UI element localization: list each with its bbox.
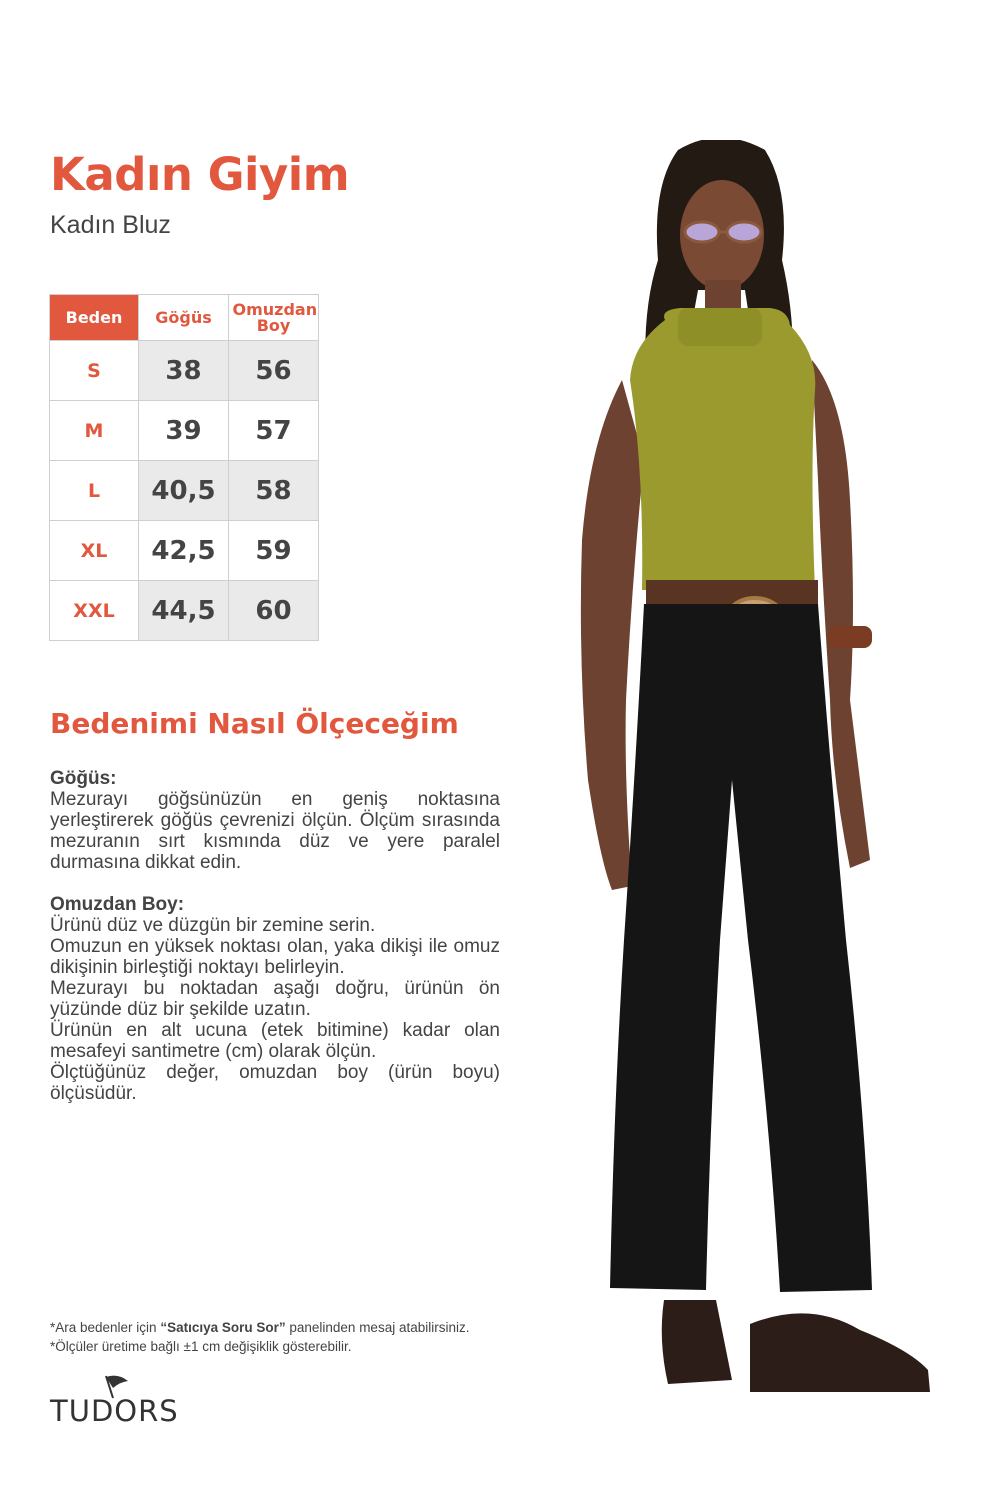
- page-title: Kadın Giyim: [50, 148, 350, 201]
- size-label: S: [50, 341, 139, 401]
- footnotes: [50, 1318, 469, 1356]
- length-step: Ölçtüğünüz değer, omuzdan boy (ürün boyu) ölçüsüdür.: [50, 1062, 500, 1104]
- table-row: [50, 401, 319, 461]
- page-subtitle: Kadın Bluz: [50, 211, 171, 239]
- chest-value: 38: [139, 341, 229, 401]
- footnote-2: *Ölçüler üretime bağlı ±1 cm değişiklik gösterebilir.: [50, 1339, 352, 1354]
- header-gogus: Göğüs: [139, 295, 229, 341]
- size-chart-table: [49, 294, 319, 641]
- how-to-measure-heading: Bedenimi Nasıl Ölçeceğim: [50, 707, 459, 740]
- chest-section: [50, 768, 500, 873]
- chest-heading: Göğüs:: [50, 768, 117, 789]
- chest-value: 42,5: [139, 521, 229, 581]
- chest-value: 40,5: [139, 461, 229, 521]
- model-photo: [560, 140, 960, 1400]
- length-value: 57: [229, 401, 319, 461]
- header-beden: Beden: [50, 295, 139, 341]
- chest-value: 39: [139, 401, 229, 461]
- length-value: 59: [229, 521, 319, 581]
- size-label: XXL: [50, 581, 139, 641]
- table-row: [50, 341, 319, 401]
- length-step: Ürünü düz ve düzgün bir zemine serin.: [50, 915, 376, 936]
- size-label: M: [50, 401, 139, 461]
- table-row: [50, 461, 319, 521]
- size-table-header-row: [50, 295, 319, 341]
- length-heading: Omuzdan Boy:: [50, 894, 185, 915]
- header-omuzdan-boy: Omuzdan Boy: [229, 295, 319, 341]
- length-value: 60: [229, 581, 319, 641]
- table-row: [50, 581, 319, 641]
- size-label: L: [50, 461, 139, 521]
- length-step: Omuzun en yüksek noktası olan, yaka dikişi ile omuz dikişinin birleştiği noktayı belirleyin.: [50, 936, 500, 978]
- length-step: Mezurayı bu noktadan aşağı doğru, ürünün ön yüzünde düz bir şekilde uzatın.: [50, 978, 500, 1020]
- footnote-1: *Ara bedenler için “Satıcıya Soru Sor” panelinden mesaj atabilirsiniz.: [50, 1320, 470, 1335]
- length-value: 56: [229, 341, 319, 401]
- chest-instructions: Mezurayı göğsünüzün en geniş noktasına yerleştirerek göğüs çevrenizi ölçün. Ölçüm sırasında mezuranın sırt kısmında düz ve yere paralel durmasına dikkat edin.: [50, 789, 500, 873]
- table-row: [50, 521, 319, 581]
- size-label: XL: [50, 521, 139, 581]
- length-value: 58: [229, 461, 319, 521]
- chest-value: 44,5: [139, 581, 229, 641]
- length-section: [50, 894, 500, 1104]
- brand-logo-text: TUDORS: [50, 1394, 179, 1428]
- length-step: Ürünün en alt ucuna (etek bitimine) kadar olan mesafeyi santimetre (cm) olarak ölçün.: [50, 1020, 500, 1062]
- brand-logo: [50, 1372, 190, 1432]
